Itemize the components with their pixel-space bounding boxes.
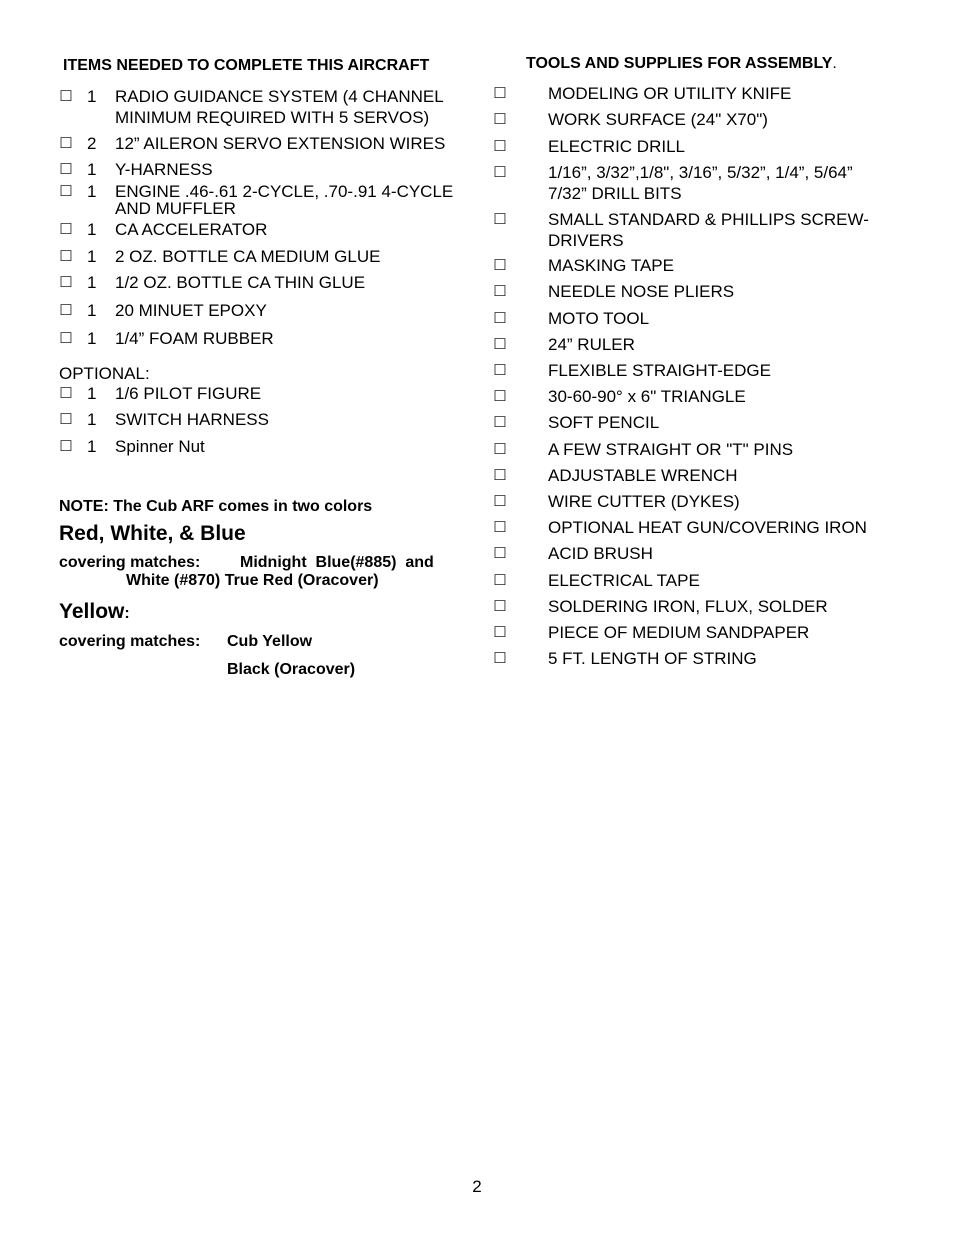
tool-line: MASKING TAPE [548,256,674,275]
tool-line: SOFT PENCIL [548,413,660,432]
checkbox-icon[interactable]: ☐ [493,388,507,405]
tools-heading-suffix: . [832,55,837,72]
tool-line: MODELING OR UTILITY KNIFE [548,84,792,103]
item-quantity: 1 [87,160,97,179]
tool-line: ELECTRICAL TAPE [548,571,700,590]
tool-description [548,334,893,355]
checkbox-icon[interactable]: ☐ [59,183,73,200]
checkbox-icon[interactable]: ☐ [493,598,507,615]
tool-line: NEEDLE NOSE PLIERS [548,282,735,301]
checkbox-icon[interactable]: ☐ [59,438,73,455]
tool-description [548,255,893,276]
item-description: 1/4” FOAM RUBBER [115,329,274,348]
optional-label: OPTIONAL: [59,364,150,383]
page-number: 2 [472,1177,482,1196]
item-description [115,86,465,128]
checkbox-icon[interactable]: ☐ [493,362,507,379]
item-quantity: 1 [87,182,97,201]
tool-line: OPTIONAL HEAT GUN/COVERING IRON [548,518,867,537]
tool-line: MOTO TOOL [548,309,650,328]
tool-line: 30-60-90° x 6" TRIANGLE [548,387,746,406]
item-description: Spinner Nut [115,437,205,456]
covering-match-text: Cub Yellow [227,633,313,650]
tool-line: PIECE OF MEDIUM SANDPAPER [548,623,810,642]
checkbox-icon[interactable]: ☐ [59,88,73,105]
item-quantity: 1 [87,437,97,456]
item-quantity: 1 [87,329,97,348]
checkbox-icon[interactable]: ☐ [493,111,507,128]
tool-line: WORK SURFACE (24" X70") [548,110,768,129]
checkbox-icon[interactable]: ☐ [59,385,73,402]
checkbox-icon[interactable]: ☐ [493,624,507,641]
checkbox-icon[interactable]: ☐ [493,310,507,327]
checkbox-icon[interactable]: ☐ [59,221,73,238]
tool-description [548,622,893,643]
item-description: SWITCH HARNESS [115,410,269,429]
item-quantity: 1 [87,247,97,266]
checkbox-icon[interactable]: ☐ [493,414,507,431]
tool-line: 24” RULER [548,335,635,354]
checkbox-icon[interactable]: ☐ [493,493,507,510]
tool-line: FLEXIBLE STRAIGHT-EDGE [548,361,771,380]
checkbox-icon[interactable]: ☐ [59,330,73,347]
tool-description [548,162,893,204]
checkbox-icon[interactable]: ☐ [493,257,507,274]
item-description: 20 MINUET EPOXY [115,301,267,320]
checkbox-icon[interactable]: ☐ [493,283,507,300]
item-line: AND MUFFLER [115,199,236,218]
tool-line: SOLDERING IRON, FLUX, SOLDER [548,597,828,616]
tools-heading-text: TOOLS AND SUPPLIES FOR ASSEMBLY [526,55,833,72]
covering-match-text: White (#870) True Red (Oracover) [126,572,379,589]
tool-line: 1/16”, 3/32”,1/8", 3/16”, 5/32”, 1/4”, 5/64” [548,163,853,182]
tool-description [548,83,893,104]
item-line: MINIMUM REQUIRED WITH 5 SERVOS) [115,108,430,127]
checkbox-icon[interactable]: ☐ [493,467,507,484]
item-description: 12” AILERON SERVO EXTENSION WIRES [115,134,446,153]
tool-description [548,465,893,486]
tool-line: WIRE CUTTER (DYKES) [548,492,740,511]
tool-description [548,281,893,302]
scheme-title-suffix: : [124,605,130,622]
tool-line: ELECTRIC DRILL [548,137,685,156]
tool-description [548,386,893,407]
item-quantity: 1 [87,220,97,239]
scheme-title [59,600,130,624]
item-line: ENGINE .46-.61 2-CYCLE, .70-.91 4-CYCLE [115,182,454,201]
checkbox-icon[interactable]: ☐ [493,336,507,353]
checkbox-icon[interactable]: ☐ [493,650,507,667]
tool-line: ADJUSTABLE WRENCH [548,466,738,485]
checkbox-icon[interactable]: ☐ [493,85,507,102]
checkbox-icon[interactable]: ☐ [493,545,507,562]
item-description: 1/2 OZ. BOTTLE CA THIN GLUE [115,273,366,292]
color-note: NOTE: The Cub ARF comes in two colors [59,498,373,515]
tool-description [548,136,893,157]
checkbox-icon[interactable]: ☐ [493,164,507,181]
item-line: RADIO GUIDANCE SYSTEM (4 CHANNEL [115,87,444,106]
tool-line: A FEW STRAIGHT OR "T" PINS [548,440,794,459]
tool-line: 5 FT. LENGTH OF STRING [548,649,757,668]
tool-line: SMALL STANDARD & PHILLIPS SCREW- [548,210,869,229]
tool-description [548,570,893,591]
tool-line: DRIVERS [548,231,624,250]
item-quantity: 1 [87,273,97,292]
checkbox-icon[interactable]: ☐ [59,161,73,178]
checkbox-icon[interactable]: ☐ [59,248,73,265]
checkbox-icon[interactable]: ☐ [59,274,73,291]
item-description: 2 OZ. BOTTLE CA MEDIUM GLUE [115,247,381,266]
scheme-title: Red, White, & Blue [59,522,246,545]
tools-heading [526,55,837,73]
item-description: Y-HARNESS [115,160,213,179]
item-description [115,183,465,217]
tool-description [548,491,893,512]
checkbox-icon[interactable]: ☐ [493,138,507,155]
tool-description [548,209,893,251]
tool-line: ACID BRUSH [548,544,653,563]
tool-line: 7/32” DRILL BITS [548,184,682,203]
covering-match-text: Black (Oracover) [227,661,356,678]
covering-matches-label: covering matches: [59,554,201,571]
item-quantity: 1 [87,410,97,429]
item-description: 1/6 PILOT FIGURE [115,384,262,403]
tool-description [548,543,893,564]
items-needed-heading: ITEMS NEEDED TO COMPLETE THIS AIRCRAFT [63,57,430,74]
checkbox-icon[interactable]: ☐ [493,211,507,228]
tool-description [548,360,893,381]
covering-matches-label: covering matches: [59,633,201,650]
checkbox-icon[interactable]: ☐ [59,302,73,319]
item-quantity: 2 [87,134,97,153]
item-quantity: 1 [87,384,97,403]
checkbox-icon[interactable]: ☐ [493,441,507,458]
checkbox-icon[interactable]: ☐ [493,519,507,536]
scheme-title-text: Yellow [59,600,125,623]
tool-description [548,648,893,669]
checkbox-icon[interactable]: ☐ [59,411,73,428]
item-quantity: 1 [87,301,97,320]
covering-match-text: Midnight Blue(#885) and [240,554,434,571]
item-description: CA ACCELERATOR [115,220,268,239]
tool-description [548,439,893,460]
checkbox-icon[interactable]: ☐ [493,572,507,589]
checkbox-icon[interactable]: ☐ [59,135,73,152]
tool-description [548,308,893,329]
tool-description [548,596,893,617]
item-quantity: 1 [87,87,97,106]
tool-description [548,412,893,433]
tool-description [548,517,893,538]
tool-description [548,109,893,130]
